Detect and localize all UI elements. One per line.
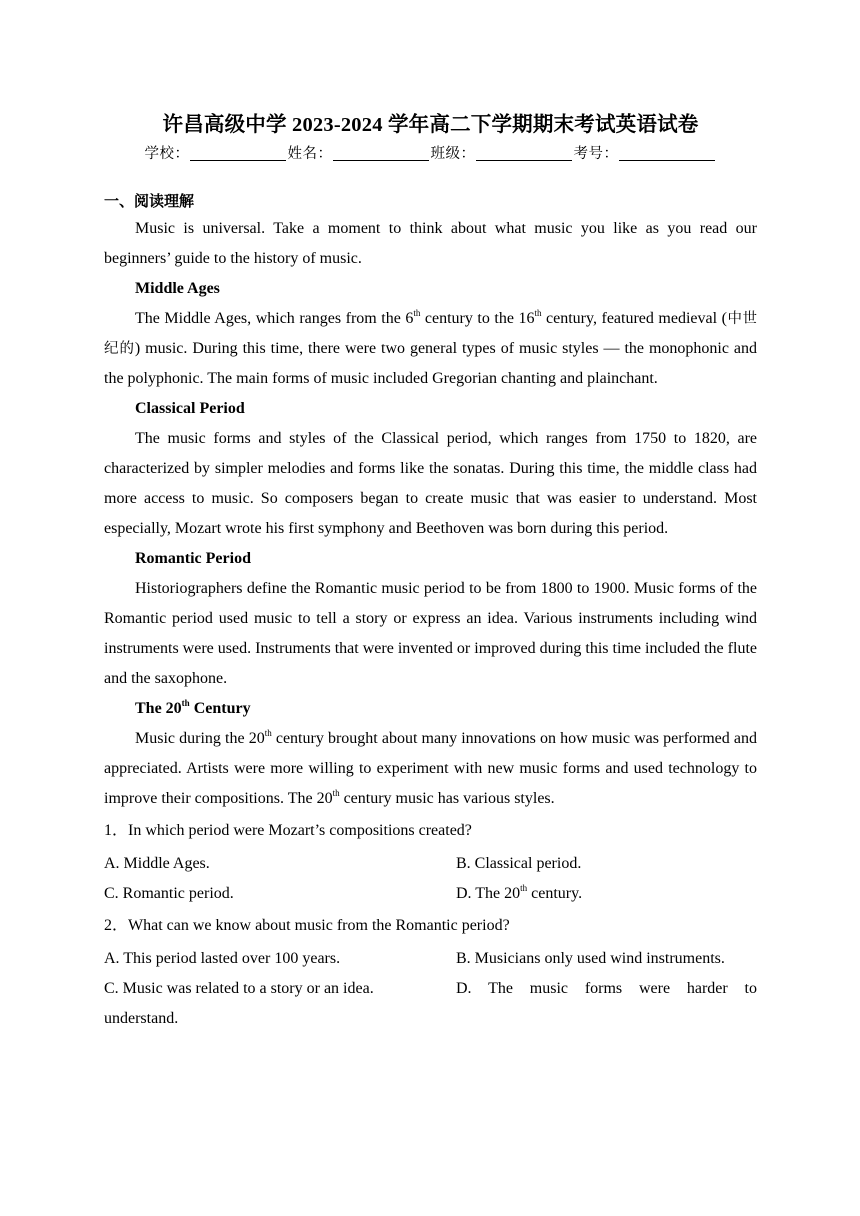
text: ) music. During this time, there were two general types of music styles — the monophonic and the polyphonic. The main forms of music included Gregorian chanting and plainchant. <box>104 340 757 387</box>
superscript: th <box>264 728 272 738</box>
text: century brought about many innovations on how music was performed and appreciated. Artists were more willing to experiment with new music forms and used technology to improve their compositions. The 20 <box>104 730 757 807</box>
option-a[interactable]: A. Middle Ages. <box>104 855 210 872</box>
question-number: 1． <box>104 822 129 839</box>
text: century to the 16 <box>420 310 535 327</box>
option-c[interactable]: C. Music was related to a story or an idea. <box>104 980 374 997</box>
text: century. <box>527 885 583 902</box>
question-1 <box>104 816 757 846</box>
section-title: 一、阅读理解 <box>104 192 195 210</box>
exam-title: 许昌高级中学 2023-2024 学年高二下学期期末考试英语试卷 <box>162 114 699 136</box>
exam-number-label: 考号： <box>573 146 619 162</box>
passage-intro: Music is universal. Take a moment to think about what music you like as you read our beginners’ guide to the history of music. <box>104 220 757 267</box>
exam-number-blank[interactable] <box>619 144 715 161</box>
paragraph-middle-ages <box>104 304 757 394</box>
paragraph-romantic: Historiographers define the Romantic music period to be from 1800 to 1900. Music forms of the Romantic period used music to tell a story or express an idea. Various instruments including wind instruments were used. Instruments that were invented or improved during this time included the flute and the saxophone. <box>104 580 757 687</box>
question-2 <box>104 911 757 941</box>
paragraph-classical: The music forms and styles of the Classical period, which ranges from 1750 to 1820, are characterized by simpler melodies and forms like the sonatas. During this time, the middle class had more access to music. So composers began to create music that was easier to understand. Most especially, Mozart wrote his first symphony and Beethoven was born during this period. <box>104 430 757 537</box>
text: Century <box>189 700 251 717</box>
option-c[interactable]: C. Romantic period. <box>104 885 234 902</box>
option-b[interactable]: B. Musicians only used wind instruments. <box>456 950 725 967</box>
superscript: th <box>520 883 528 893</box>
name-blank[interactable] <box>333 144 429 161</box>
question-stem: What can we know about music from the Romantic period? <box>128 917 510 934</box>
class-blank[interactable] <box>476 144 572 161</box>
heading-romantic: Romantic Period <box>135 550 251 567</box>
option-b[interactable]: B. Classical period. <box>456 855 582 872</box>
class-label: 班级： <box>430 146 476 162</box>
text: The 20 <box>135 700 182 717</box>
heading-classical: Classical Period <box>135 400 245 417</box>
question-number: 2． <box>104 917 129 934</box>
text: Music during the 20 <box>135 730 265 747</box>
question-stem: In which period were Mozart’s compositions created? <box>128 822 472 839</box>
school-label: 学校： <box>144 146 190 162</box>
text: century, featured medieval ( <box>541 310 727 327</box>
superscript: th <box>413 308 421 318</box>
text: D. The 20 <box>456 885 521 902</box>
paragraph-twentieth <box>104 724 757 814</box>
superscript: th <box>181 698 190 708</box>
option-d[interactable]: D. The music forms were harder to <box>456 980 757 997</box>
heading-twentieth <box>104 694 757 724</box>
question-2-options <box>104 944 757 1034</box>
option-d-continued[interactable]: understand. <box>104 1010 179 1027</box>
superscript: th <box>534 308 542 318</box>
text: The Middle Ages, which ranges from the 6 <box>135 310 414 327</box>
school-blank[interactable] <box>190 144 286 161</box>
text: century music has various styles. <box>339 790 555 807</box>
exam-page <box>104 110 757 1034</box>
option-a[interactable]: A. This period lasted over 100 years. <box>104 950 341 967</box>
question-1-options <box>104 849 757 909</box>
chinese-gloss: 中世纪的 <box>104 311 758 357</box>
superscript: th <box>332 788 340 798</box>
student-info-line <box>104 140 757 168</box>
heading-middle-ages: Middle Ages <box>135 280 220 297</box>
name-label: 姓名： <box>287 146 333 162</box>
option-d[interactable] <box>456 879 757 909</box>
